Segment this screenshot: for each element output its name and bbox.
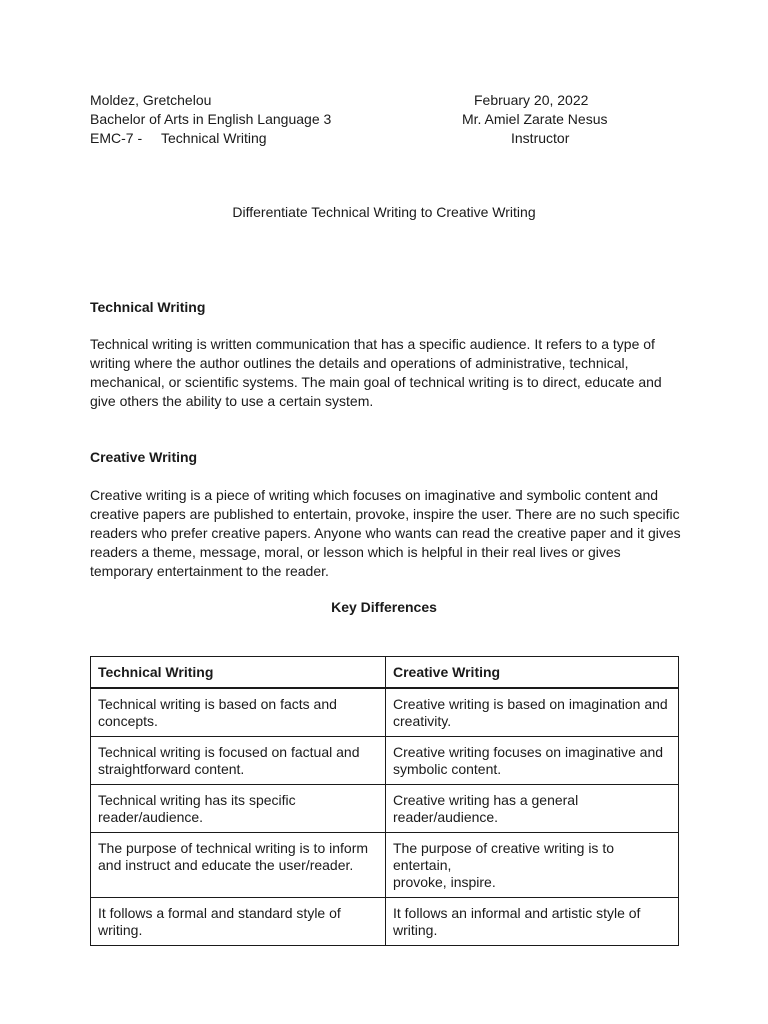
course-code: EMC-7 -: [90, 130, 143, 146]
table-cell-creative: The purpose of creative writing is to entertain, provoke, inspire.: [386, 833, 679, 898]
table-cell-creative: Creative writing has a general reader/audience.: [386, 785, 679, 833]
table-cell-creative: Creative writing is based on imagination and creativity.: [386, 688, 679, 737]
table-header-row: [91, 657, 679, 689]
table-cell-creative: It follows an informal and artistic style of writing.: [386, 898, 679, 946]
table-row: [91, 898, 679, 946]
key-differences-table: [90, 656, 679, 946]
key-differences-heading: Key Differences: [331, 599, 437, 615]
creative-writing-body: Creative writing is a piece of writing which focuses on imaginative and symbolic content and creative papers are published to entertain, provoke, inspire the user. There are no such specific readers who prefer creative papers. Anyone who wants can read the creative paper and it gives readers a theme, message, moral, or lesson which is helpful in their real lives or gives temporary entertainment to the reader.: [90, 487, 681, 579]
column-header-technical: Technical Writing: [91, 657, 386, 689]
program-name: Bachelor of Arts in English Language 3: [90, 111, 332, 127]
document-title: Differentiate Technical Writing to Creative Writing: [232, 204, 536, 220]
technical-writing-heading: Technical Writing: [90, 299, 206, 315]
table-row: [91, 785, 679, 833]
table-cell-technical: Technical writing has its specific reader/audience.: [91, 785, 386, 833]
table-row: [91, 737, 679, 785]
table-cell-technical: The purpose of technical writing is to inform and instruct and educate the user/reader.: [91, 833, 386, 898]
table-cell-technical: It follows a formal and standard style of writing.: [91, 898, 386, 946]
instructor-role: Instructor: [511, 130, 570, 146]
table-cell-creative: Creative writing focuses on imaginative and symbolic content.: [386, 737, 679, 785]
table-row: [91, 833, 679, 898]
student-name: Moldez, Gretchelou: [90, 92, 212, 108]
technical-writing-body: Technical writing is written communication that has a specific audience. It refers to a type of writing where the author outlines the details and operations of administrative, technical, mechanical, or scientific systems. The main goal of technical writing is to direct, educate and give others the ability to use a certain system.: [90, 336, 662, 409]
creative-writing-heading: Creative Writing: [90, 449, 198, 465]
column-header-creative: Creative Writing: [386, 657, 679, 689]
date: February 20, 2022: [474, 92, 589, 108]
table-cell-technical: Technical writing is focused on factual and straightforward content.: [91, 737, 386, 785]
course-name: Technical Writing: [161, 130, 267, 146]
instructor-name: Mr. Amiel Zarate Nesus: [462, 111, 608, 127]
table-cell-technical: Technical writing is based on facts and concepts.: [91, 688, 386, 737]
table-row: [91, 688, 679, 737]
